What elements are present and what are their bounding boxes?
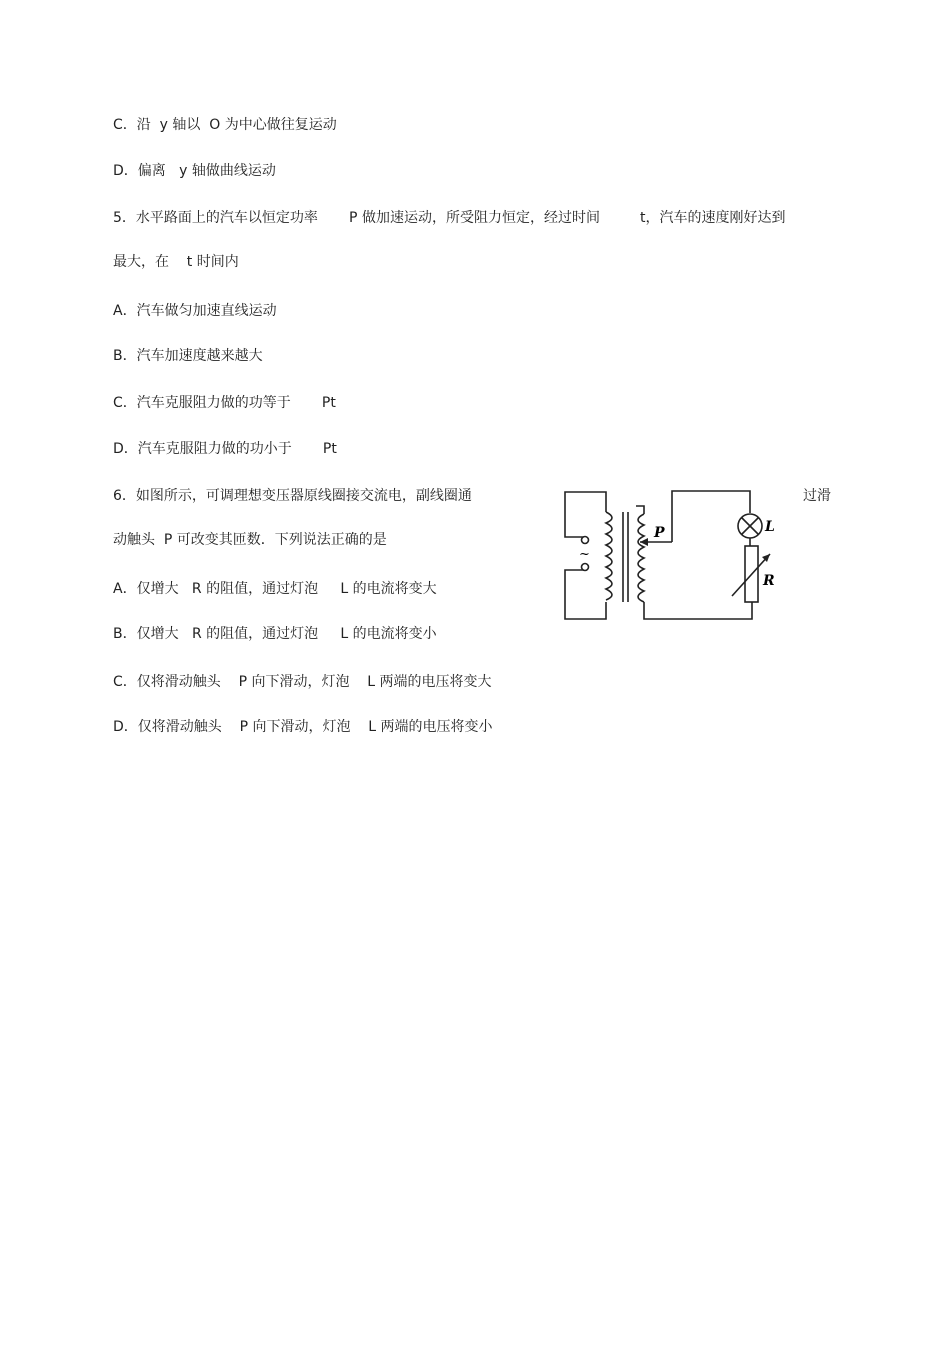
question-6-line-1: 6．如图所示，可调理想变压器原线圈接交流电，副线圈通 bbox=[113, 488, 472, 504]
option-b-q6: B．仅增大 R 的阻值，通过灯泡 L 的电流将变小 bbox=[113, 626, 437, 642]
resistor-label: R bbox=[763, 573, 775, 589]
ac-source-symbol: ~ bbox=[579, 547, 590, 562]
secondary-coil bbox=[638, 514, 644, 602]
option-d-q4: D．偏离 y 轴做曲线运动 bbox=[113, 163, 276, 179]
secondary-wire-top bbox=[636, 506, 644, 514]
option-c-q5: C．汽车克服阻力做的功等于 Pt bbox=[113, 395, 336, 411]
question-5-line-2: 最大，在 t 时间内 bbox=[113, 254, 239, 270]
option-b-q5: B．汽车加速度越来越大 bbox=[113, 348, 263, 364]
primary-wire bbox=[565, 492, 606, 537]
option-d-q5: D．汽车克服阻力做的功小于 Pt bbox=[113, 441, 337, 457]
question-6-line-2: 动触头 P 可改变其匝数．下列说法正确的是 bbox=[113, 532, 387, 548]
tap-wire bbox=[672, 491, 750, 542]
option-a-q6: A．仅增大 R 的阻值，通过灯泡 L 的电流将变大 bbox=[113, 581, 437, 597]
option-d-q6: D．仅将滑动触头 P 向下滑动，灯泡 L 两端的电压将变小 bbox=[113, 719, 493, 735]
question-5-line-1: 5．水平路面上的汽车以恒定功率 P 做加速运动，所受阻力恒定，经过时间 t，汽车的速度刚好达到 bbox=[113, 210, 786, 226]
ac-terminal-bottom bbox=[582, 564, 589, 571]
lamp-label: L bbox=[765, 519, 775, 535]
tap-label: P bbox=[654, 525, 665, 541]
option-c-q4: C．沿 y 轴以 O 为中心做往复运动 bbox=[113, 117, 337, 133]
primary-coil bbox=[606, 512, 612, 600]
transformer-circuit-diagram bbox=[560, 484, 775, 624]
ac-terminal-top bbox=[582, 537, 589, 544]
option-c-q6: C．仅将滑动触头 P 向下滑动，灯泡 L 两端的电压将变大 bbox=[113, 674, 492, 690]
option-a-q5: A．汽车做匀加速直线运动 bbox=[113, 303, 277, 319]
question-6-line-1-tail: 过滑 bbox=[803, 488, 831, 504]
secondary-wire-bottom bbox=[644, 602, 752, 619]
primary-wire-bottom bbox=[565, 570, 606, 619]
